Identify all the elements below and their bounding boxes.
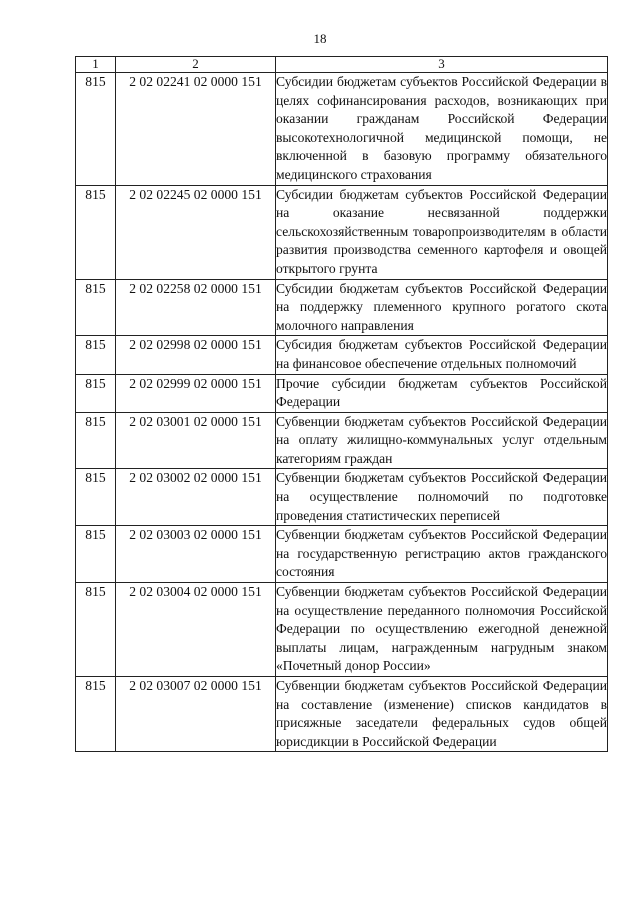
description-cell: Субвенции бюджетам субъектов Российской Федерации на составление (изменение) списков кандидатов в присяжные заседатели федеральных судов общей юрисдикции в Российской Федерации — [276, 677, 608, 752]
column-header-1: 1 — [76, 57, 116, 73]
budget-code-cell: 2 02 02258 02 0000 151 — [116, 279, 276, 336]
admin-code-cell: 815 — [76, 336, 116, 374]
admin-code-cell: 815 — [76, 526, 116, 583]
description-cell: Субвенции бюджетам субъектов Российской Федерации на государственную регистрацию актов гражданского состояния — [276, 526, 608, 583]
table-row — [76, 73, 608, 186]
admin-code-cell: 815 — [76, 374, 116, 412]
table-row — [76, 279, 608, 336]
description-cell: Субвенции бюджетам субъектов Российской Федерации на оплату жилищно-коммунальных услуг отдельным категориям граждан — [276, 412, 608, 469]
description-cell: Субвенции бюджетам субъектов Российской Федерации на осуществление полномочий по подготовке проведения статистических переписей — [276, 469, 608, 526]
budget-code-cell: 2 02 02241 02 0000 151 — [116, 73, 276, 186]
column-header-2: 2 — [116, 57, 276, 73]
description-cell: Субсидия бюджетам субъектов Российской Федерации на финансовое обеспечение отдельных полномочий — [276, 336, 608, 374]
admin-code-cell: 815 — [76, 583, 116, 677]
description-cell: Субсидии бюджетам субъектов Российской Федерации на оказание несвязанной поддержки сельскохозяйственным товаропроизводителям в области развития производства семенного картофеля и овощей открытого грунта — [276, 185, 608, 279]
budget-code-cell: 2 02 03004 02 0000 151 — [116, 583, 276, 677]
admin-code-cell: 815 — [76, 73, 116, 186]
table-row — [76, 583, 608, 677]
budget-code-cell: 2 02 03007 02 0000 151 — [116, 677, 276, 752]
admin-code-cell: 815 — [76, 677, 116, 752]
budget-code-cell: 2 02 02999 02 0000 151 — [116, 374, 276, 412]
budget-codes-table — [75, 56, 608, 752]
table-row — [76, 677, 608, 752]
table-row — [76, 412, 608, 469]
admin-code-cell: 815 — [76, 412, 116, 469]
table-row — [76, 185, 608, 279]
admin-code-cell: 815 — [76, 469, 116, 526]
table-header-row — [76, 57, 608, 73]
budget-code-cell: 2 02 02245 02 0000 151 — [116, 185, 276, 279]
table-row — [76, 469, 608, 526]
table-row — [76, 374, 608, 412]
table-row — [76, 336, 608, 374]
budget-code-cell: 2 02 03001 02 0000 151 — [116, 412, 276, 469]
budget-code-cell: 2 02 02998 02 0000 151 — [116, 336, 276, 374]
description-cell: Прочие субсидии бюджетам субъектов Российской Федерации — [276, 374, 608, 412]
admin-code-cell: 815 — [76, 279, 116, 336]
description-cell: Субвенции бюджетам субъектов Российской Федерации на осуществление переданного полномочия Российской Федерации по осуществлению ежегодной денежной выплаты лицам, награжденным нагрудным знаком «Почетный донор России» — [276, 583, 608, 677]
table-row — [76, 526, 608, 583]
description-cell: Субсидии бюджетам субъектов Российской Федерации на поддержку племенного крупного рогатого скота молочного направления — [276, 279, 608, 336]
column-header-3: 3 — [276, 57, 608, 73]
admin-code-cell: 815 — [76, 185, 116, 279]
budget-code-cell: 2 02 03002 02 0000 151 — [116, 469, 276, 526]
budget-code-cell: 2 02 03003 02 0000 151 — [116, 526, 276, 583]
description-cell: Субсидии бюджетам субъектов Российской Федерации в целях софинансирования расходов, возникающих при оказании гражданам Российской Федерации высокотехнологичной медицинской помощи, не включенной в базовую программу обязательного медицинского страхования — [276, 73, 608, 186]
page-number: 18 — [313, 31, 327, 46]
